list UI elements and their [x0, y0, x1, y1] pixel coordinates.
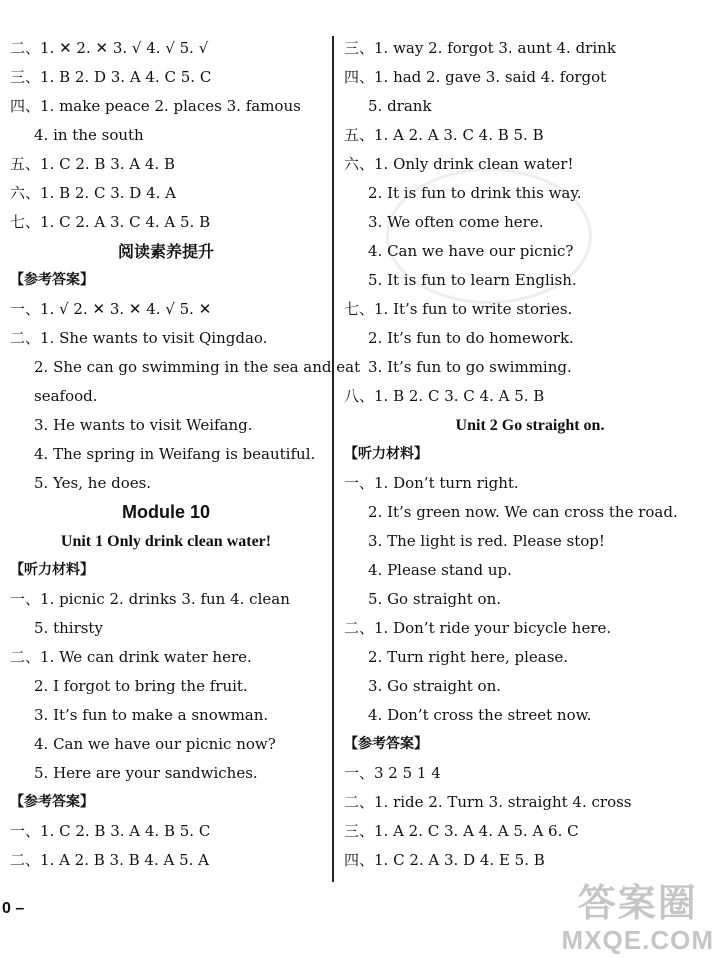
answer-line: 2. She can go swimming in the sea and eat — [34, 358, 361, 376]
answer-line: 3. He wants to visit Weifang. — [34, 416, 253, 434]
listening-line: 二、1. Don’t ride your bicycle here. — [344, 619, 612, 637]
answer-line: 二、1. A 2. B 3. B 4. A 5. A — [10, 851, 210, 869]
listening-line: 2. It’s green now. We can cross the road. — [368, 503, 678, 521]
answer-line: 5. Yes, he does. — [34, 474, 152, 492]
answer-line: 二、1. ✕ 2. ✕ 3. √ 4. √ 5. √ — [10, 39, 209, 57]
listening-line: 3. It’s fun to make a snowman. — [34, 706, 269, 724]
answer-line: 4. Can we have our picnic? — [368, 242, 574, 260]
answer-line: 2. It’s fun to do homework. — [368, 329, 574, 347]
answer-label: 【参考答案】 — [10, 794, 94, 810]
listening-line: 4. Don’t cross the street now. — [368, 706, 592, 724]
answer-line: 五、1. C 2. B 3. A 4. B — [10, 155, 175, 173]
listening-label: 【听力材料】 — [10, 562, 94, 578]
listening-line: 4. Please stand up. — [368, 561, 512, 579]
answer-line: seafood. — [34, 387, 98, 405]
right-column — [344, 34, 716, 875]
listening-line: 4. Can we have our picnic now? — [34, 735, 276, 753]
column-divider — [332, 36, 334, 882]
listening-line: 2. I forgot to bring the fruit. — [34, 677, 248, 695]
answer-line: 2. It is fun to drink this way. — [368, 184, 582, 202]
listening-line: 3. Go straight on. — [368, 677, 502, 695]
listening-line: 二、1. We can drink water here. — [10, 648, 252, 666]
answer-line: 5. drank — [368, 97, 432, 115]
answer-line: 4. The spring in Weifang is beautiful. — [34, 445, 316, 463]
listening-line: 2. Turn right here, please. — [368, 648, 569, 666]
answer-line: 七、1. C 2. A 3. C 4. A 5. B — [10, 213, 211, 231]
watermark-logo — [562, 883, 714, 955]
unit1-heading: Unit 1 Only drink clean water! — [60, 533, 272, 550]
listening-line: 5. thirsty — [34, 619, 103, 637]
answer-line: 一、1. √ 2. ✕ 3. ✕ 4. √ 5. ✕ — [10, 300, 212, 318]
listening-line: 一、1. picnic 2. drinks 3. fun 4. clean — [10, 590, 290, 608]
answer-line: 一、3 2 5 1 4 — [344, 764, 441, 782]
unit2-heading: Unit 2 Go straight on. — [455, 417, 605, 434]
page-number: 0 – — [2, 900, 25, 917]
answer-line: 3. We often come here. — [368, 213, 544, 231]
answer-line: 5. It is fun to learn English. — [368, 271, 577, 289]
answer-line: 一、1. C 2. B 3. A 4. B 5. C — [10, 822, 211, 840]
answer-line: 三、1. B 2. D 3. A 4. C 5. C — [10, 68, 212, 86]
reading-heading: 阅读素养提升 — [117, 242, 214, 261]
answer-line: 六、1. B 2. C 3. D 4. A — [10, 184, 176, 202]
left-column — [10, 34, 361, 875]
logo-text: 答案圈 — [577, 883, 698, 925]
answer-line: 四、1. C 2. A 3. D 4. E 5. B — [344, 851, 545, 869]
listening-label: 【听力材料】 — [344, 446, 428, 462]
answer-line: 二、1. ride 2. Turn 3. straight 4. cross — [344, 793, 632, 811]
answer-line: 3. It’s fun to go swimming. — [368, 358, 572, 376]
answer-label: 【参考答案】 — [344, 736, 428, 752]
answer-line: 4. in the south — [34, 126, 144, 144]
answer-line: 三、1. way 2. forgot 3. aunt 4. drink — [344, 39, 616, 57]
answer-line: 六、1. Only drink clean water! — [344, 155, 574, 173]
listening-line: 5. Go straight on. — [368, 590, 502, 608]
answer-line: 二、1. She wants to visit Qingdao. — [10, 329, 268, 347]
answer-line: 四、1. had 2. gave 3. said 4. forgot — [344, 68, 607, 86]
listening-line: 5. Here are your sandwiches. — [34, 764, 258, 782]
answer-line: 三、1. A 2. C 3. A 4. A 5. A 6. C — [344, 822, 579, 840]
answer-line: 五、1. A 2. A 3. C 4. B 5. B — [344, 126, 544, 144]
answer-line: 八、1. B 2. C 3. C 4. A 5. B — [344, 387, 545, 405]
answer-label: 【参考答案】 — [10, 272, 94, 288]
answer-line: 七、1. It’s fun to write stories. — [344, 300, 573, 318]
module-heading: Module 10 — [121, 502, 210, 522]
answer-line: 四、1. make peace 2. places 3. famous — [10, 97, 301, 115]
logo-url: MXQE.COM — [561, 925, 714, 955]
listening-line: 一、1. Don’t turn right. — [344, 474, 519, 492]
listening-line: 3. The light is red. Please stop! — [368, 532, 605, 550]
